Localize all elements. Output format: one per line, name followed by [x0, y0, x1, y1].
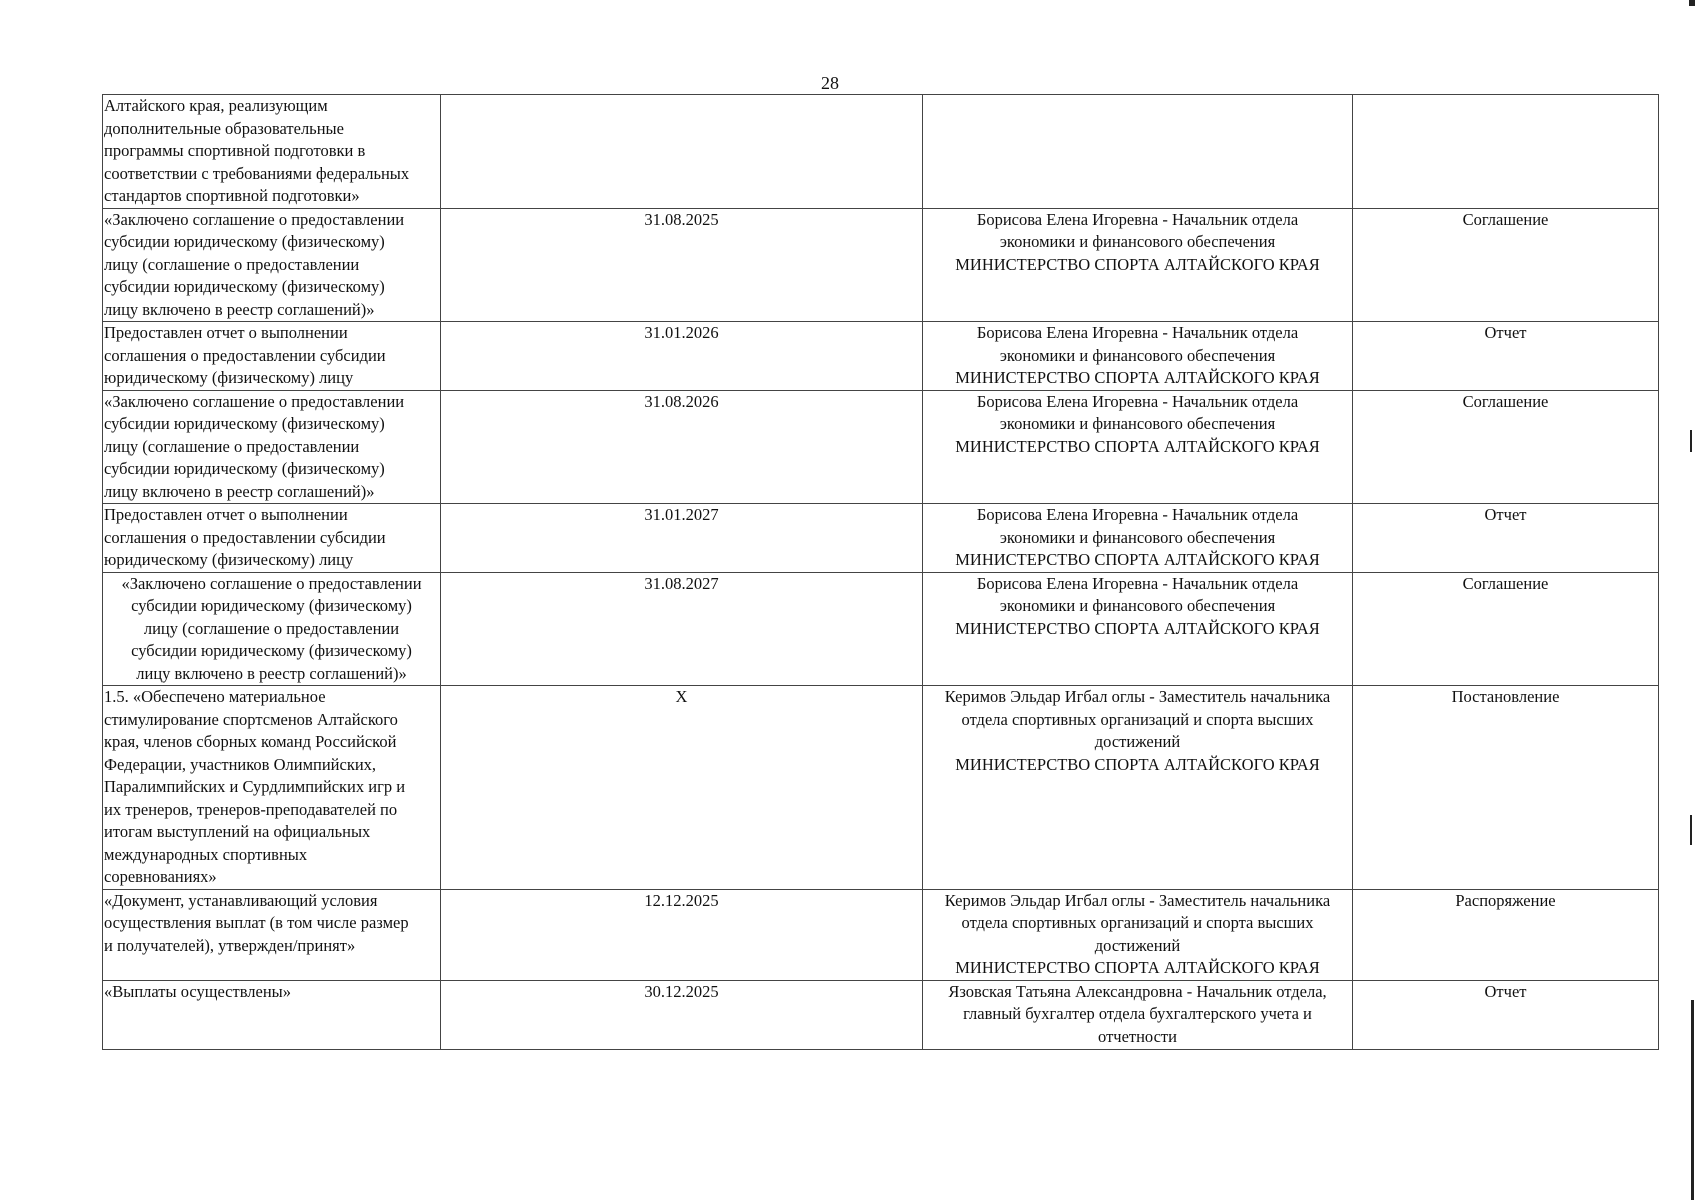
table-row [103, 572, 1659, 686]
event-description-cell [103, 95, 441, 209]
event-description-cell-line: лицу (соглашение о предоставлении [104, 254, 360, 274]
responsible-person-cell-line: экономики и финансового обеспечения [999, 345, 1276, 365]
responsible-person-cell-line: экономики и финансового обеспечения [999, 232, 1276, 251]
responsible-person-cell [923, 686, 1353, 890]
event-description-cell-line: лицу включено в реестр соглашений)» [104, 299, 375, 319]
plan-table [102, 94, 1659, 1050]
responsible-person-cell-line: МИНИСТЕРСТВО СПОРТА АЛТАЙСКОГО КРАЯ [955, 368, 1320, 387]
deadline-date-cell: 30.12.2025 [441, 980, 923, 1049]
responsible-person-cell-line: экономики и финансового обеспечения [999, 527, 1276, 547]
event-description-cell [103, 390, 441, 504]
scan-edge-mark [1689, 0, 1695, 6]
deadline-date-cell [441, 95, 923, 209]
event-description-cell-line: стимулирование спортсменов Алтайского [104, 709, 398, 729]
responsible-person-cell-line: экономики и финансового обеспечения [999, 414, 1276, 433]
scan-edge-mark [1690, 815, 1692, 845]
event-description-cell-line: Предоставлен отчет о выполнении [104, 505, 348, 524]
plan-table-body [103, 95, 1659, 1050]
responsible-person-cell-line: Язовская Татьяна Александровна - Начальник отдела, [948, 981, 1327, 1001]
event-description-cell [103, 889, 441, 980]
table-row [103, 504, 1659, 573]
event-description-cell [103, 322, 441, 391]
event-description-cell-line: лицу включено в реестр соглашений)» [104, 481, 375, 501]
responsible-person-cell-line: Борисова Елена Игоревна - Начальник отдела [976, 323, 1299, 342]
deadline-date-cell: 31.01.2027 [441, 504, 923, 573]
event-description-cell-line: стандартов спортивной подготовки» [104, 186, 360, 205]
responsible-person-cell-line: Борисова Елена Игоревна - Начальник отдела [976, 209, 1299, 229]
responsible-person-cell-line: достижений [1094, 732, 1181, 751]
deadline-date-cell: 31.08.2025 [441, 208, 923, 322]
page-number: 28 [821, 73, 839, 93]
deadline-date-cell: 12.12.2025 [441, 889, 923, 980]
event-description-cell-line: лицу (соглашение о предоставлении [143, 618, 400, 638]
table-row [103, 208, 1659, 322]
event-description-cell-line: «Заключено соглашение о предоставлении [104, 209, 405, 229]
event-description-cell-line: и получателей), утвержден/принят» [104, 935, 356, 955]
event-description-cell-line: субсидии юридическому (физическому) [131, 641, 412, 660]
event-description-cell [103, 504, 441, 573]
event-description-cell-line: международных спортивных [104, 844, 308, 864]
responsible-person-cell-line: Керимов Эльдар Игбал оглы - Заместитель начальника [944, 890, 1331, 910]
event-description-cell-line: 1.5. «Обеспечено материальное [104, 687, 326, 706]
table-row [103, 686, 1659, 890]
event-description-cell-line: лицу (соглашение о предоставлении [104, 436, 360, 456]
document-type-cell: Соглашение [1353, 572, 1659, 686]
document-type-cell: Соглашение [1353, 208, 1659, 322]
event-description-cell-line: их тренеров, тренеров-преподавателей по [104, 799, 398, 819]
table-row [103, 889, 1659, 980]
deadline-date-cell: 31.08.2027 [441, 572, 923, 686]
responsible-person-cell-line: МИНИСТЕРСТВО СПОРТА АЛТАЙСКОГО КРАЯ [955, 958, 1320, 977]
event-description-cell-line: Паралимпийских и Сурдлимпийских игр и [104, 777, 406, 796]
responsible-person-cell [923, 390, 1353, 504]
responsible-person-cell-line: отдела спортивных организаций и спорта высших [961, 709, 1314, 729]
responsible-person-cell-line: отчетности [1098, 1026, 1177, 1046]
responsible-person-cell-line: Керимов Эльдар Игбал оглы - Заместитель начальника [944, 687, 1331, 706]
responsible-person-cell-line: Борисова Елена Игоревна - Начальник отдела [976, 391, 1299, 411]
event-description-cell-line: итогам выступлений на официальных [104, 822, 371, 841]
event-description-cell-line: Федерации, участников Олимпийских, [104, 754, 377, 774]
responsible-person-cell [923, 322, 1353, 391]
event-description-cell-line: дополнительные образовательные [104, 118, 344, 138]
scan-edge-mark [1691, 1000, 1694, 1200]
event-description-cell-line: субсидии юридическому (физическому) [131, 596, 412, 615]
event-description-cell-line: соглашения о предоставлении субсидии [104, 527, 386, 547]
event-description-cell-line: субсидии юридическому (физическому) [104, 414, 385, 433]
event-description-cell-line: юридическому (физическому) лицу [104, 368, 354, 387]
document-type-cell: Отчет [1353, 504, 1659, 573]
event-description-cell-line: Алтайского края, реализующим [104, 96, 328, 115]
event-description-cell [103, 572, 441, 686]
responsible-person-cell-line: МИНИСТЕРСТВО СПОРТА АЛТАЙСКОГО КРАЯ [955, 618, 1320, 638]
responsible-person-cell [923, 572, 1353, 686]
table-row [103, 95, 1659, 209]
table-row [103, 322, 1659, 391]
document-type-cell [1353, 95, 1659, 209]
table-row [103, 390, 1659, 504]
responsible-person-cell-line: Борисова Елена Игоревна - Начальник отдела [976, 573, 1299, 593]
responsible-person-cell [923, 889, 1353, 980]
event-description-cell-line: программы спортивной подготовки в [104, 141, 366, 160]
responsible-person-cell [923, 208, 1353, 322]
deadline-date-cell: 31.01.2026 [441, 322, 923, 391]
document-type-cell: Постановление [1353, 686, 1659, 890]
responsible-person-cell-line: МИНИСТЕРСТВО СПОРТА АЛТАЙСКОГО КРАЯ [955, 754, 1320, 774]
responsible-person-cell [923, 95, 1353, 209]
event-description-cell-line: соревнованиях» [104, 867, 217, 886]
document-type-cell: Отчет [1353, 322, 1659, 391]
document-type-cell: Распоряжение [1353, 889, 1659, 980]
responsible-person-cell [923, 504, 1353, 573]
deadline-date-cell: 31.08.2026 [441, 390, 923, 504]
responsible-person-cell-line: достижений [1094, 935, 1181, 955]
responsible-person-cell-line: МИНИСТЕРСТВО СПОРТА АЛТАЙСКОГО КРАЯ [955, 436, 1320, 456]
event-description-cell-line: соответствии с требованиями федеральных [104, 163, 410, 183]
event-description-cell-line: субсидии юридическому (физическому) [104, 459, 385, 478]
event-description-cell [103, 208, 441, 322]
responsible-person-cell [923, 980, 1353, 1049]
scan-edge-mark [1690, 430, 1692, 452]
responsible-person-cell-line: экономики и финансового обеспечения [999, 596, 1276, 615]
responsible-person-cell-line: главный бухгалтер отдела бухгалтерского учета и [963, 1004, 1312, 1023]
event-description-cell-line: «Заключено соглашение о предоставлении [121, 573, 422, 593]
event-description-cell-line: соглашения о предоставлении субсидии [104, 345, 386, 365]
event-description-cell-line: юридическому (физическому) лицу [104, 550, 354, 569]
responsible-person-cell-line: МИНИСТЕРСТВО СПОРТА АЛТАЙСКОГО КРАЯ [955, 254, 1320, 274]
event-description-cell-line: лицу включено в реестр соглашений)» [136, 663, 407, 683]
event-description-cell [103, 686, 441, 890]
deadline-date-cell: X [441, 686, 923, 890]
event-description-cell-line: края, членов сборных команд Российской [104, 732, 397, 751]
document-type-cell: Соглашение [1353, 390, 1659, 504]
event-description-cell-line: осуществления выплат (в том числе размер [104, 913, 409, 932]
event-description-cell-line: субсидии юридическому (физическому) [104, 277, 385, 296]
document-type-cell: Отчет [1353, 980, 1659, 1049]
responsible-person-cell-line: Борисова Елена Игоревна - Начальник отдела [976, 505, 1299, 524]
event-description-cell-line: «Документ, устанавливающий условия [104, 890, 378, 910]
event-description-cell-line: «Заключено соглашение о предоставлении [104, 391, 405, 411]
responsible-person-cell-line: МИНИСТЕРСТВО СПОРТА АЛТАЙСКОГО КРАЯ [955, 550, 1320, 569]
event-description-cell-line: Предоставлен отчет о выполнении [104, 323, 348, 342]
event-description-cell-line: «Выплаты осуществлены» [104, 981, 292, 1001]
event-description-cell [103, 980, 441, 1049]
table-row [103, 980, 1659, 1049]
event-description-cell-line: субсидии юридическому (физическому) [104, 232, 385, 251]
responsible-person-cell-line: отдела спортивных организаций и спорта высших [961, 913, 1314, 932]
